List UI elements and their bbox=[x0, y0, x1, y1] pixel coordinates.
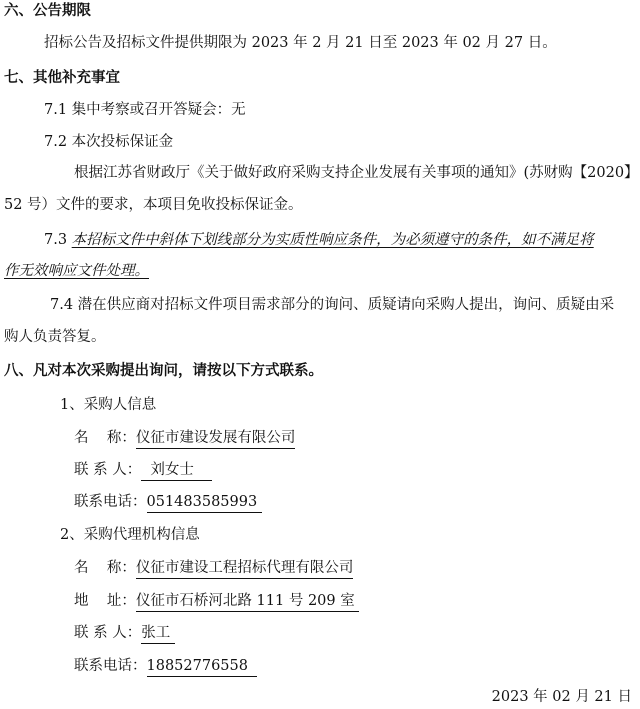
agency-contact-row bbox=[74, 623, 175, 644]
buyer-name-row bbox=[74, 428, 295, 449]
buyer-phone-value: 051483585993 bbox=[147, 493, 262, 513]
buyer-name-value: 仪征市建设发展有限公司 bbox=[136, 429, 296, 449]
agency-contact-value: 张工 bbox=[141, 624, 175, 644]
buyer-info-title: 1、采购人信息 bbox=[60, 397, 157, 413]
buyer-phone-label: 联系电话： bbox=[74, 494, 147, 510]
agency-contact-label: 联 系 人： bbox=[74, 625, 142, 641]
agency-address-label: 地 址： bbox=[74, 593, 136, 609]
item-7-2: 7.2 本次投标保证金 bbox=[44, 134, 174, 150]
agency-name-value: 仪征市建设工程招标代理有限公司 bbox=[136, 559, 354, 579]
section-6-heading: 六、公告期限 bbox=[4, 3, 91, 19]
agency-phone-value: 18852776558 bbox=[147, 657, 258, 677]
deposit-paragraph-line-1: 根据江苏省财政厅《关于做好政府采购支持企业发展有关事项的通知》(苏财购【2020】 bbox=[74, 165, 639, 181]
agency-address-value: 仪征市石桥河北路 111 号 209 室 bbox=[136, 592, 359, 612]
document-date: 2023 年 02 月 21 日 bbox=[491, 689, 632, 705]
buyer-contact-value: 刘女士 bbox=[141, 461, 212, 481]
section-6-text: 招标公告及招标文件提供期限为 2023 年 2 月 21 日至 2023 年 02 月 27 日。 bbox=[44, 35, 557, 51]
agency-phone-label: 联系电话： bbox=[74, 658, 147, 674]
buyer-contact-label: 联 系 人： bbox=[74, 462, 142, 478]
buyer-name-label: 名 称： bbox=[74, 430, 136, 446]
deposit-paragraph-line-2: 52 号）文件的要求，本项目免收投标保证金。 bbox=[4, 197, 303, 213]
agency-address-row bbox=[74, 591, 359, 612]
item-7-3-emphasis-1: 本招标文件中斜体下划线部分为实质性响应条件，为必须遵守的条件，如不满足将 bbox=[71, 232, 594, 248]
agency-info-title: 2、采购代理机构信息 bbox=[60, 527, 200, 543]
buyer-contact-row bbox=[74, 460, 212, 481]
item-7-1: 7.1 集中考察或召开答疑会：无 bbox=[44, 102, 246, 118]
section-8-heading: 八、凡对本次采购提出询问，请按以下方式联系。 bbox=[4, 363, 323, 379]
item-7-3-line-1 bbox=[44, 230, 594, 250]
item-7-4-line-1: 7.4 潜在供应商对招标文件项目需求部分的询问、质疑请向采购人提出，询问、质疑由采 bbox=[50, 297, 615, 313]
agency-phone-row bbox=[74, 656, 257, 677]
agency-name-row bbox=[74, 558, 353, 579]
item-7-3-number: 7.3 bbox=[44, 232, 68, 248]
section-7-heading: 七、其他补充事宜 bbox=[4, 70, 120, 86]
item-7-3-emphasis-2: 作无效响应文件处理。 bbox=[4, 263, 149, 279]
buyer-phone-row bbox=[74, 492, 262, 513]
agency-name-label: 名 称： bbox=[74, 560, 136, 576]
item-7-4-line-2: 购人负责答复。 bbox=[4, 329, 106, 345]
